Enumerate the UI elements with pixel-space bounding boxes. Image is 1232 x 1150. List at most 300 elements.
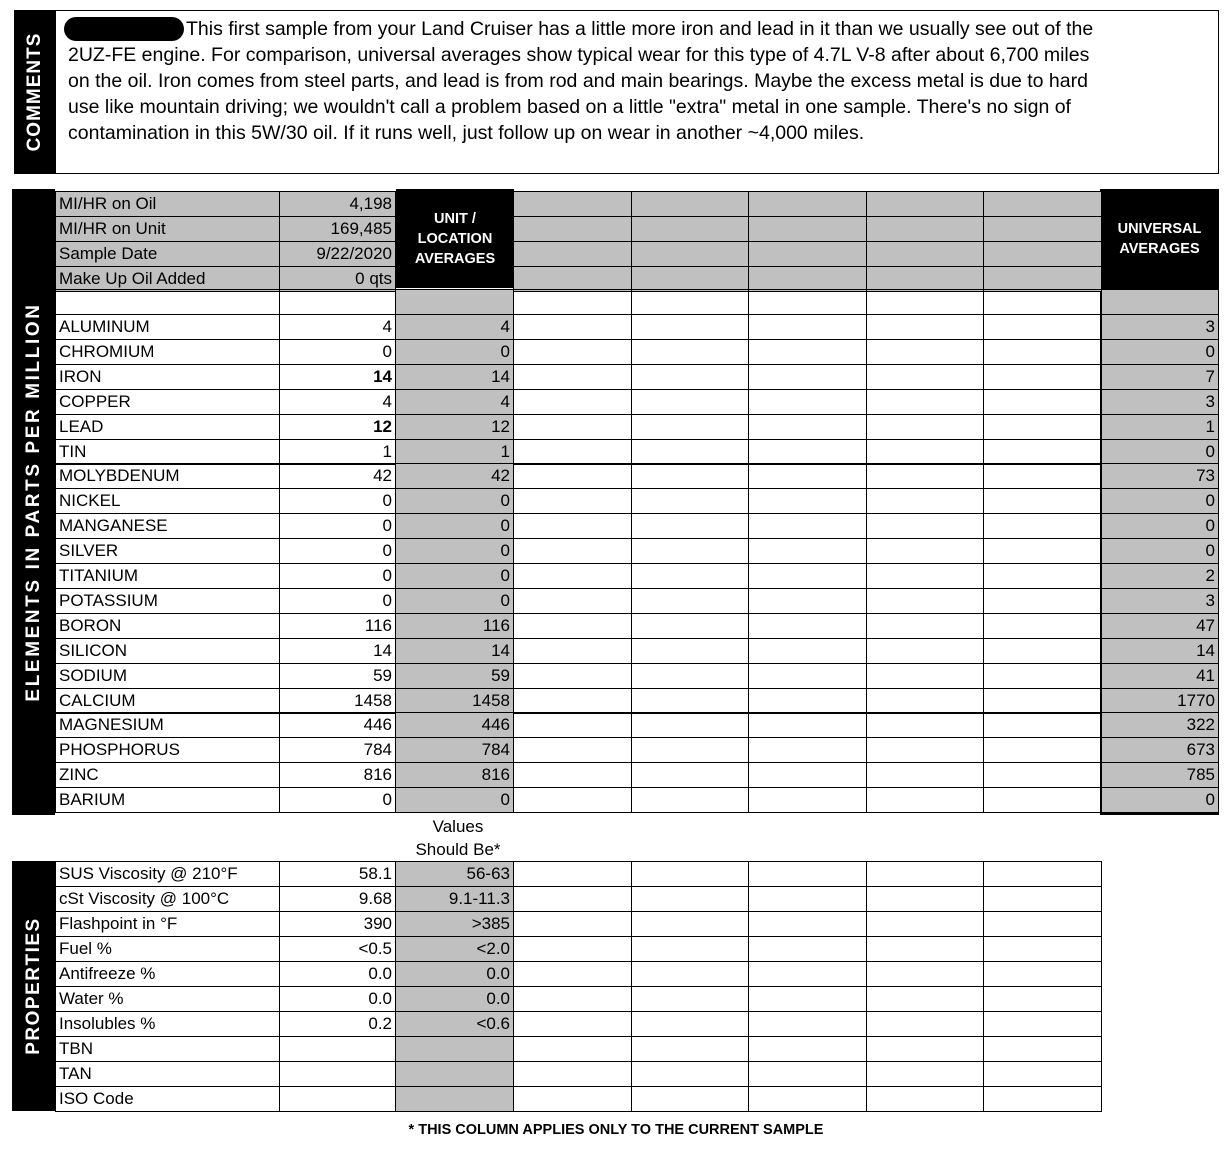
element-universal-average: 14 bbox=[1101, 638, 1219, 664]
element-unit-average: 0 bbox=[395, 588, 514, 614]
info-empty-cell bbox=[748, 191, 867, 217]
element-empty-cell bbox=[748, 613, 867, 639]
element-empty-cell bbox=[513, 563, 632, 589]
element-name: COPPER bbox=[55, 389, 280, 415]
element-empty-cell bbox=[983, 712, 1102, 738]
info-empty-cell bbox=[748, 216, 867, 242]
properties-label: PROPERTIES bbox=[22, 917, 44, 1055]
element-empty-cell bbox=[631, 737, 749, 763]
element-empty-cell bbox=[983, 513, 1102, 539]
property-empty-cell bbox=[631, 1086, 749, 1112]
element-empty-cell bbox=[748, 339, 867, 365]
element-empty-cell bbox=[631, 538, 749, 564]
element-empty-cell bbox=[983, 538, 1102, 564]
info-empty-cell bbox=[513, 216, 632, 242]
element-empty-cell bbox=[983, 638, 1102, 664]
property-empty-cell bbox=[748, 886, 867, 912]
element-empty-cell bbox=[513, 463, 632, 489]
element-empty-cell bbox=[983, 787, 1102, 813]
element-empty-cell bbox=[748, 364, 867, 390]
element-unit-average: 12 bbox=[395, 414, 514, 440]
element-unit-average: 59 bbox=[395, 663, 514, 689]
element-name: CHROMIUM bbox=[55, 339, 280, 365]
element-value: 1458 bbox=[279, 688, 396, 714]
element-empty-cell bbox=[866, 737, 984, 763]
element-value: 1 bbox=[279, 439, 396, 465]
property-empty-cell bbox=[631, 911, 749, 937]
element-empty-cell bbox=[513, 737, 632, 763]
element-unit-average: 42 bbox=[395, 463, 514, 489]
element-unit-average: 4 bbox=[395, 389, 514, 415]
element-universal-average: 1 bbox=[1101, 414, 1219, 440]
element-unit-average: 116 bbox=[395, 613, 514, 639]
element-empty-cell bbox=[631, 364, 749, 390]
property-empty-cell bbox=[631, 961, 749, 987]
element-empty-cell bbox=[866, 439, 984, 465]
element-empty-cell bbox=[631, 439, 749, 465]
element-empty-cell bbox=[983, 439, 1102, 465]
property-empty-cell bbox=[513, 886, 632, 912]
property-empty-cell bbox=[748, 1061, 867, 1087]
element-value: 0 bbox=[279, 588, 396, 614]
element-empty-cell bbox=[748, 389, 867, 415]
info-empty-cell bbox=[983, 241, 1102, 267]
element-name: SILVER bbox=[55, 538, 280, 564]
element-name: SODIUM bbox=[55, 663, 280, 689]
element-unit-average: 14 bbox=[395, 638, 514, 664]
property-empty-cell bbox=[983, 911, 1102, 937]
element-empty-cell bbox=[631, 389, 749, 415]
element-unit-average: 0 bbox=[395, 339, 514, 365]
element-empty-cell bbox=[983, 613, 1102, 639]
property-should-be: 0.0 bbox=[395, 961, 514, 987]
element-value: 116 bbox=[279, 613, 396, 639]
element-empty-cell bbox=[983, 339, 1102, 365]
element-empty-cell bbox=[513, 538, 632, 564]
property-name: Insolubles % bbox=[55, 1011, 280, 1037]
element-empty-cell bbox=[983, 663, 1102, 689]
property-empty-cell bbox=[866, 1086, 984, 1112]
element-empty-cell bbox=[866, 488, 984, 514]
element-universal-average: 41 bbox=[1101, 663, 1219, 689]
element-value: 0 bbox=[279, 538, 396, 564]
property-should-be: 56-63 bbox=[395, 861, 514, 887]
footnote: * THIS COLUMN APPLIES ONLY TO THE CURRENT SAMPLE bbox=[408, 1122, 824, 1138]
property-should-be: 0.0 bbox=[395, 986, 514, 1012]
element-empty-cell bbox=[866, 339, 984, 365]
info-value: 4,198 bbox=[279, 191, 396, 217]
element-universal-average: 0 bbox=[1101, 787, 1219, 813]
element-value: 0 bbox=[279, 787, 396, 813]
comments-label: COMMENTS bbox=[24, 32, 45, 152]
property-value: 0.2 bbox=[279, 1011, 396, 1037]
property-empty-cell bbox=[866, 986, 984, 1012]
element-empty-cell bbox=[748, 712, 867, 738]
property-empty-cell bbox=[983, 961, 1102, 987]
element-name: MAGNESIUM bbox=[55, 712, 280, 738]
element-empty-cell bbox=[983, 688, 1102, 714]
element-empty-cell bbox=[631, 488, 749, 514]
element-empty-cell bbox=[513, 762, 632, 788]
property-empty-cell bbox=[748, 1086, 867, 1112]
info-empty-cell bbox=[513, 241, 632, 267]
spacer-cell bbox=[279, 289, 396, 315]
element-empty-cell bbox=[631, 563, 749, 589]
element-empty-cell bbox=[513, 389, 632, 415]
element-value: 59 bbox=[279, 663, 396, 689]
element-unit-average: 784 bbox=[395, 737, 514, 763]
element-value: 0 bbox=[279, 563, 396, 589]
element-empty-cell bbox=[513, 364, 632, 390]
property-empty-cell bbox=[866, 886, 984, 912]
element-empty-cell bbox=[866, 588, 984, 614]
property-name: TBN bbox=[55, 1036, 280, 1062]
property-name: SUS Viscosity @ 210°F bbox=[55, 861, 280, 887]
element-empty-cell bbox=[748, 513, 867, 539]
property-should-be: <0.6 bbox=[395, 1011, 514, 1037]
spacer-cell bbox=[866, 289, 984, 315]
element-empty-cell bbox=[748, 688, 867, 714]
property-empty-cell bbox=[513, 961, 632, 987]
property-empty-cell bbox=[983, 1086, 1102, 1112]
property-empty-cell bbox=[866, 1036, 984, 1062]
property-empty-cell bbox=[983, 986, 1102, 1012]
info-empty-cell bbox=[513, 191, 632, 217]
element-empty-cell bbox=[513, 613, 632, 639]
spacer-cell bbox=[631, 289, 749, 315]
element-empty-cell bbox=[983, 488, 1102, 514]
element-empty-cell bbox=[513, 339, 632, 365]
property-value: 9.68 bbox=[279, 886, 396, 912]
element-value: 14 bbox=[279, 364, 396, 390]
element-empty-cell bbox=[748, 588, 867, 614]
spacer-cell bbox=[513, 289, 632, 315]
property-empty-cell bbox=[983, 1036, 1102, 1062]
property-name: Flashpoint in °F bbox=[55, 911, 280, 937]
property-empty-cell bbox=[631, 936, 749, 962]
element-universal-average: 0 bbox=[1101, 513, 1219, 539]
element-empty-cell bbox=[631, 663, 749, 689]
element-name: LEAD bbox=[55, 414, 280, 440]
element-empty-cell bbox=[631, 787, 749, 813]
element-empty-cell bbox=[748, 488, 867, 514]
property-empty-cell bbox=[748, 961, 867, 987]
element-empty-cell bbox=[631, 688, 749, 714]
comments-label-bar bbox=[14, 10, 56, 174]
unit-location-averages-header: UNIT / LOCATION AVERAGES bbox=[396, 189, 514, 288]
element-unit-average: 0 bbox=[395, 538, 514, 564]
element-empty-cell bbox=[748, 762, 867, 788]
property-empty-cell bbox=[983, 1011, 1102, 1037]
property-empty-cell bbox=[983, 886, 1102, 912]
info-value: 9/22/2020 bbox=[279, 241, 396, 267]
spacer-cell bbox=[395, 289, 514, 315]
element-empty-cell bbox=[631, 414, 749, 440]
info-label: Sample Date bbox=[55, 241, 280, 267]
element-empty-cell bbox=[748, 663, 867, 689]
element-unit-average: 1 bbox=[395, 439, 514, 465]
element-unit-average: 0 bbox=[395, 787, 514, 813]
element-empty-cell bbox=[631, 638, 749, 664]
element-unit-average: 0 bbox=[395, 563, 514, 589]
element-empty-cell bbox=[748, 638, 867, 664]
element-unit-average: 1458 bbox=[395, 688, 514, 714]
element-empty-cell bbox=[513, 663, 632, 689]
element-empty-cell bbox=[631, 588, 749, 614]
element-empty-cell bbox=[866, 663, 984, 689]
property-name: ISO Code bbox=[55, 1086, 280, 1112]
element-empty-cell bbox=[513, 513, 632, 539]
spacer-cell bbox=[55, 289, 280, 315]
info-label: Make Up Oil Added bbox=[55, 266, 280, 292]
element-empty-cell bbox=[983, 414, 1102, 440]
element-empty-cell bbox=[513, 712, 632, 738]
property-name: Fuel % bbox=[55, 936, 280, 962]
property-empty-cell bbox=[748, 1036, 867, 1062]
property-value bbox=[279, 1086, 396, 1112]
property-should-be: 9.1-11.3 bbox=[395, 886, 514, 912]
element-value: 816 bbox=[279, 762, 396, 788]
element-name: IRON bbox=[55, 364, 280, 390]
element-empty-cell bbox=[866, 563, 984, 589]
property-name: Antifreeze % bbox=[55, 961, 280, 987]
element-universal-average: 7 bbox=[1101, 364, 1219, 390]
property-empty-cell bbox=[631, 886, 749, 912]
property-name: cSt Viscosity @ 100°C bbox=[55, 886, 280, 912]
property-empty-cell bbox=[866, 911, 984, 937]
comments-text: This first sample from your Land Cruiser has a little more iron and lead in it than we usually see out of the 2UZ-FE engine. For comparison, universal averages show typical wear for this type of 4.7L V-8 after about 6,700 miles on the oil. Iron comes from steel parts, and lead is from rod and main bearings. Maybe the excess metal is due to hard use like mountain driving; we wouldn't call a problem based on a little "extra" metal in one sample. There's no sign of contamination in this 5W/30 oil. If it runs well, just follow up on wear in another ~4,000 miles. bbox=[68, 18, 1094, 144]
element-empty-cell bbox=[631, 463, 749, 489]
spacer-cell bbox=[748, 289, 867, 315]
property-empty-cell bbox=[748, 911, 867, 937]
property-value: 58.1 bbox=[279, 861, 396, 887]
element-empty-cell bbox=[513, 439, 632, 465]
property-empty-cell bbox=[748, 936, 867, 962]
info-empty-cell bbox=[983, 216, 1102, 242]
values-should-be-note: Values Should Be* bbox=[415, 817, 501, 859]
property-empty-cell bbox=[866, 1011, 984, 1037]
property-empty-cell bbox=[631, 1036, 749, 1062]
info-empty-cell bbox=[866, 241, 984, 267]
property-value: <0.5 bbox=[279, 936, 396, 962]
element-name: NICKEL bbox=[55, 488, 280, 514]
properties-label-bar bbox=[12, 861, 55, 1111]
element-empty-cell bbox=[866, 538, 984, 564]
property-should-be: <2.0 bbox=[395, 936, 514, 962]
element-universal-average: 3 bbox=[1101, 588, 1219, 614]
element-empty-cell bbox=[983, 364, 1102, 390]
property-should-be bbox=[395, 1061, 514, 1087]
info-value: 0 qts bbox=[279, 266, 396, 292]
element-name: MANGANESE bbox=[55, 513, 280, 539]
spacer-cell bbox=[983, 289, 1102, 315]
element-universal-average: 0 bbox=[1101, 538, 1219, 564]
property-value: 390 bbox=[279, 911, 396, 937]
element-empty-cell bbox=[513, 414, 632, 440]
info-empty-cell bbox=[631, 216, 749, 242]
element-empty-cell bbox=[748, 439, 867, 465]
element-empty-cell bbox=[866, 638, 984, 664]
property-empty-cell bbox=[866, 961, 984, 987]
element-value: 4 bbox=[279, 389, 396, 415]
info-empty-cell bbox=[631, 191, 749, 217]
element-empty-cell bbox=[748, 463, 867, 489]
info-empty-cell bbox=[866, 191, 984, 217]
property-empty-cell bbox=[748, 861, 867, 887]
property-empty-cell bbox=[631, 986, 749, 1012]
property-empty-cell bbox=[513, 1036, 632, 1062]
property-value: 0.0 bbox=[279, 986, 396, 1012]
element-name: BORON bbox=[55, 613, 280, 639]
element-universal-average: 0 bbox=[1101, 339, 1219, 365]
element-name: TIN bbox=[55, 439, 280, 465]
element-universal-average: 47 bbox=[1101, 613, 1219, 639]
element-empty-cell bbox=[513, 588, 632, 614]
property-empty-cell bbox=[748, 986, 867, 1012]
element-empty-cell bbox=[748, 787, 867, 813]
property-value: 0.0 bbox=[279, 961, 396, 987]
element-empty-cell bbox=[748, 538, 867, 564]
element-empty-cell bbox=[866, 364, 984, 390]
property-should-be bbox=[395, 1086, 514, 1112]
elements-label-bar bbox=[12, 189, 55, 815]
element-empty-cell bbox=[866, 414, 984, 440]
spacer-cell bbox=[1101, 289, 1219, 315]
property-empty-cell bbox=[983, 861, 1102, 887]
property-empty-cell bbox=[513, 1086, 632, 1112]
property-empty-cell bbox=[866, 861, 984, 887]
element-empty-cell bbox=[983, 563, 1102, 589]
info-label: MI/HR on Oil bbox=[55, 191, 280, 217]
element-unit-average: 4 bbox=[395, 314, 514, 340]
element-empty-cell bbox=[866, 389, 984, 415]
info-empty-cell bbox=[631, 241, 749, 267]
element-empty-cell bbox=[513, 638, 632, 664]
element-unit-average: 0 bbox=[395, 513, 514, 539]
element-universal-average: 785 bbox=[1101, 762, 1219, 788]
element-unit-average: 0 bbox=[395, 488, 514, 514]
element-universal-average: 1770 bbox=[1101, 688, 1219, 714]
property-empty-cell bbox=[631, 861, 749, 887]
element-name: TITANIUM bbox=[55, 563, 280, 589]
element-universal-average: 0 bbox=[1101, 488, 1219, 514]
info-empty-cell bbox=[748, 241, 867, 267]
element-empty-cell bbox=[513, 314, 632, 340]
element-value: 12 bbox=[279, 414, 396, 440]
info-label: MI/HR on Unit bbox=[55, 216, 280, 242]
elements-label: ELEMENTS IN PARTS PER MILLION bbox=[22, 302, 44, 702]
element-universal-average: 2 bbox=[1101, 563, 1219, 589]
element-empty-cell bbox=[983, 389, 1102, 415]
element-empty-cell bbox=[513, 787, 632, 813]
property-value bbox=[279, 1036, 396, 1062]
property-empty-cell bbox=[513, 1061, 632, 1087]
element-value: 14 bbox=[279, 638, 396, 664]
element-value: 0 bbox=[279, 339, 396, 365]
property-empty-cell bbox=[631, 1061, 749, 1087]
element-empty-cell bbox=[748, 414, 867, 440]
universal-averages-header: UNIVERSAL AVERAGES bbox=[1100, 189, 1219, 288]
element-name: CALCIUM bbox=[55, 688, 280, 714]
element-empty-cell bbox=[983, 314, 1102, 340]
element-universal-average: 0 bbox=[1101, 439, 1219, 465]
element-empty-cell bbox=[983, 737, 1102, 763]
property-empty-cell bbox=[513, 936, 632, 962]
element-empty-cell bbox=[631, 613, 749, 639]
element-empty-cell bbox=[866, 513, 984, 539]
property-empty-cell bbox=[513, 1011, 632, 1037]
property-should-be bbox=[395, 1036, 514, 1062]
property-empty-cell bbox=[748, 1011, 867, 1037]
property-name: Water % bbox=[55, 986, 280, 1012]
element-empty-cell bbox=[513, 688, 632, 714]
element-empty-cell bbox=[748, 737, 867, 763]
property-empty-cell bbox=[983, 1061, 1102, 1087]
element-name: ZINC bbox=[55, 762, 280, 788]
property-empty-cell bbox=[513, 911, 632, 937]
element-name: ALUMINUM bbox=[55, 314, 280, 340]
property-empty-cell bbox=[866, 936, 984, 962]
element-empty-cell bbox=[631, 762, 749, 788]
property-empty-cell bbox=[866, 1061, 984, 1087]
element-empty-cell bbox=[983, 588, 1102, 614]
element-unit-average: 14 bbox=[395, 364, 514, 390]
element-empty-cell bbox=[631, 314, 749, 340]
element-universal-average: 3 bbox=[1101, 389, 1219, 415]
info-empty-cell bbox=[983, 191, 1102, 217]
element-unit-average: 446 bbox=[395, 712, 514, 738]
property-name: TAN bbox=[55, 1061, 280, 1087]
element-empty-cell bbox=[513, 488, 632, 514]
element-empty-cell bbox=[631, 712, 749, 738]
element-empty-cell bbox=[866, 613, 984, 639]
info-value: 169,485 bbox=[279, 216, 396, 242]
element-empty-cell bbox=[866, 463, 984, 489]
element-value: 4 bbox=[279, 314, 396, 340]
element-name: MOLYBDENUM bbox=[55, 463, 280, 489]
element-name: POTASSIUM bbox=[55, 588, 280, 614]
info-empty-cell bbox=[866, 216, 984, 242]
property-empty-cell bbox=[513, 861, 632, 887]
element-empty-cell bbox=[748, 314, 867, 340]
element-empty-cell bbox=[631, 513, 749, 539]
element-empty-cell bbox=[866, 688, 984, 714]
property-should-be: >385 bbox=[395, 911, 514, 937]
element-value: 0 bbox=[279, 513, 396, 539]
element-empty-cell bbox=[983, 463, 1102, 489]
element-universal-average: 322 bbox=[1101, 712, 1219, 738]
element-empty-cell bbox=[866, 712, 984, 738]
element-empty-cell bbox=[866, 787, 984, 813]
element-name: PHOSPHORUS bbox=[55, 737, 280, 763]
element-universal-average: 3 bbox=[1101, 314, 1219, 340]
element-empty-cell bbox=[748, 563, 867, 589]
property-empty-cell bbox=[513, 986, 632, 1012]
element-empty-cell bbox=[866, 314, 984, 340]
element-empty-cell bbox=[983, 762, 1102, 788]
element-unit-average: 816 bbox=[395, 762, 514, 788]
property-empty-cell bbox=[631, 1011, 749, 1037]
element-value: 446 bbox=[279, 712, 396, 738]
element-value: 42 bbox=[279, 463, 396, 489]
element-empty-cell bbox=[631, 339, 749, 365]
element-value: 0 bbox=[279, 488, 396, 514]
element-universal-average: 73 bbox=[1101, 463, 1219, 489]
property-value bbox=[279, 1061, 396, 1087]
property-empty-cell bbox=[983, 936, 1102, 962]
element-name: SILICON bbox=[55, 638, 280, 664]
element-empty-cell bbox=[866, 762, 984, 788]
